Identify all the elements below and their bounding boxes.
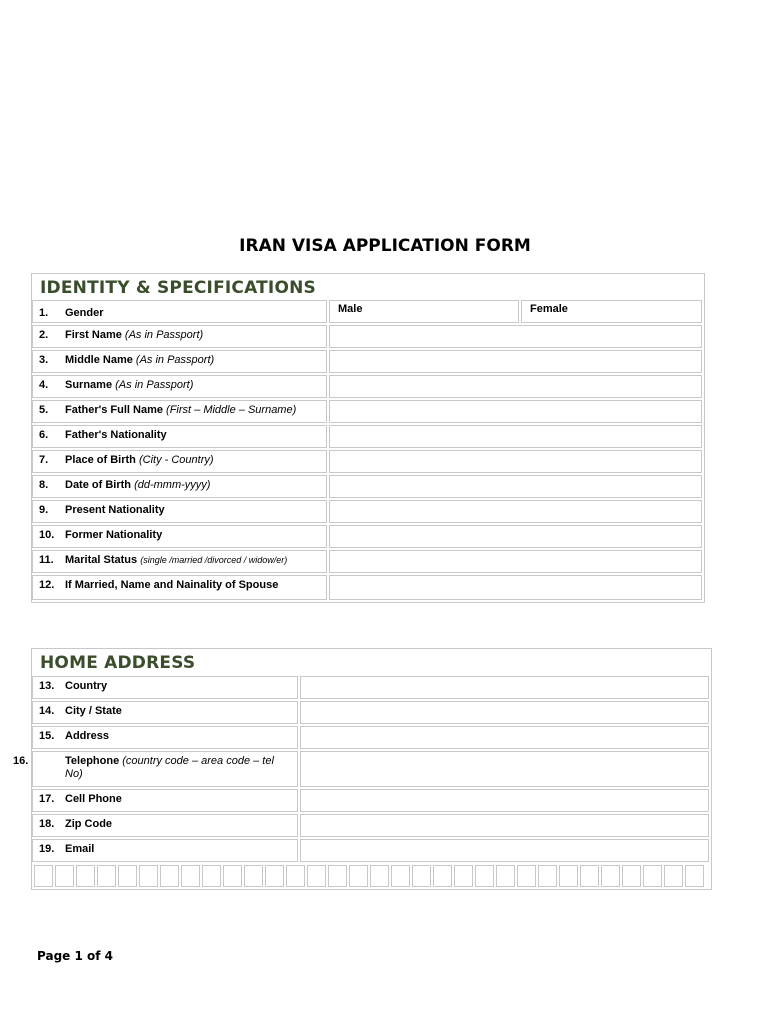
form-row-marital-status bbox=[32, 550, 702, 573]
marital-status-input[interactable] bbox=[329, 550, 702, 573]
form-row-spouse bbox=[32, 575, 702, 600]
surname-input[interactable] bbox=[329, 375, 702, 398]
field-label: 16. Telephone (country code – area code – tel No) bbox=[32, 751, 298, 787]
gender-male-option[interactable]: Male bbox=[329, 300, 519, 323]
char-box[interactable] bbox=[664, 865, 683, 887]
fathers-name-input[interactable] bbox=[329, 400, 702, 423]
char-box[interactable] bbox=[202, 865, 221, 887]
field-label: 4. Surname (As in Passport) bbox=[32, 375, 327, 398]
char-box[interactable] bbox=[517, 865, 536, 887]
char-box[interactable] bbox=[454, 865, 473, 887]
field-label: 9. Present Nationality bbox=[32, 500, 327, 523]
form-row-surname bbox=[32, 375, 702, 398]
present-nationality-input[interactable] bbox=[329, 500, 702, 523]
character-boxes bbox=[34, 865, 706, 887]
form-row-first-name bbox=[32, 325, 702, 348]
char-box[interactable] bbox=[139, 865, 158, 887]
field-label: 14. City / State bbox=[32, 701, 298, 724]
char-box[interactable] bbox=[76, 865, 95, 887]
char-box[interactable] bbox=[307, 865, 326, 887]
field-label: 15. Address bbox=[32, 726, 298, 749]
char-box[interactable] bbox=[538, 865, 557, 887]
zip-code-input[interactable] bbox=[300, 814, 709, 837]
form-row-zip-code bbox=[32, 814, 709, 837]
date-of-birth-input[interactable] bbox=[329, 475, 702, 498]
field-label: 11. Marital Status (single /married /divorced / widow/er) bbox=[32, 550, 327, 573]
char-box[interactable] bbox=[412, 865, 431, 887]
char-box[interactable] bbox=[55, 865, 74, 887]
former-nationality-input[interactable] bbox=[329, 525, 702, 548]
char-box[interactable] bbox=[622, 865, 641, 887]
telephone-input[interactable] bbox=[300, 751, 709, 787]
char-box[interactable] bbox=[559, 865, 578, 887]
char-box[interactable] bbox=[433, 865, 452, 887]
identity-heading: IDENTITY & SPECIFICATIONS bbox=[40, 278, 316, 298]
form-row-former-nationality bbox=[32, 525, 702, 548]
char-box[interactable] bbox=[34, 865, 53, 887]
field-label: 19. Email bbox=[32, 839, 298, 862]
char-box[interactable] bbox=[223, 865, 242, 887]
char-box[interactable] bbox=[286, 865, 305, 887]
field-label: 3. Middle Name (As in Passport) bbox=[32, 350, 327, 373]
char-box[interactable] bbox=[475, 865, 494, 887]
field-label: 13. Country bbox=[32, 676, 298, 699]
char-box[interactable] bbox=[97, 865, 116, 887]
form-row-place-of-birth bbox=[32, 450, 702, 473]
form-row-present-nationality bbox=[32, 500, 702, 523]
field-label: 8. Date of Birth (dd-mmm-yyyy) bbox=[32, 475, 327, 498]
first-name-input[interactable] bbox=[329, 325, 702, 348]
form-row-date-of-birth bbox=[32, 475, 702, 498]
char-box[interactable] bbox=[685, 865, 704, 887]
char-box[interactable] bbox=[181, 865, 200, 887]
field-label: 7. Place of Birth (City - Country) bbox=[32, 450, 327, 473]
form-row-middle-name bbox=[32, 350, 702, 373]
spouse-input[interactable] bbox=[329, 575, 702, 600]
field-label: 12. If Married, Name and Nainality of Spouse bbox=[32, 575, 327, 600]
form-row-telephone bbox=[13, 751, 709, 787]
char-box[interactable] bbox=[160, 865, 179, 887]
char-box[interactable] bbox=[244, 865, 263, 887]
char-box[interactable] bbox=[391, 865, 410, 887]
field-label: 2. First Name (As in Passport) bbox=[32, 325, 327, 348]
form-title: IRAN VISA APPLICATION FORM bbox=[239, 236, 531, 256]
form-row-email bbox=[32, 839, 709, 862]
char-box[interactable] bbox=[370, 865, 389, 887]
page-number: Page 1 of 4 bbox=[37, 949, 113, 963]
home-address-section bbox=[13, 648, 712, 890]
field-label: 10. Former Nationality bbox=[32, 525, 327, 548]
country-input[interactable] bbox=[300, 676, 709, 699]
home-address-heading: HOME ADDRESS bbox=[40, 653, 196, 673]
email-input[interactable] bbox=[300, 839, 709, 862]
address-input[interactable] bbox=[300, 726, 709, 749]
place-of-birth-input[interactable] bbox=[329, 450, 702, 473]
gender-female-option[interactable]: Female bbox=[521, 300, 702, 323]
form-row-city-state bbox=[32, 701, 709, 724]
char-box[interactable] bbox=[580, 865, 599, 887]
char-box[interactable] bbox=[328, 865, 347, 887]
cell-phone-input[interactable] bbox=[300, 789, 709, 812]
char-box[interactable] bbox=[496, 865, 515, 887]
form-row-fathers-name bbox=[32, 400, 702, 423]
form-row-country bbox=[32, 676, 709, 699]
char-box[interactable] bbox=[643, 865, 662, 887]
field-label: 6. Father's Nationality bbox=[32, 425, 327, 448]
identity-section bbox=[31, 273, 705, 603]
form-row-address bbox=[32, 726, 709, 749]
form-row-fathers-nationality bbox=[32, 425, 702, 448]
char-box[interactable] bbox=[349, 865, 368, 887]
char-box[interactable] bbox=[118, 865, 137, 887]
field-label: 1. Gender bbox=[32, 300, 327, 323]
city-state-input[interactable] bbox=[300, 701, 709, 724]
form-row-gender bbox=[32, 300, 702, 323]
char-box[interactable] bbox=[601, 865, 620, 887]
fathers-nationality-input[interactable] bbox=[329, 425, 702, 448]
char-box[interactable] bbox=[265, 865, 284, 887]
middle-name-input[interactable] bbox=[329, 350, 702, 373]
form-row-cell-phone bbox=[32, 789, 709, 812]
field-label: 17. Cell Phone bbox=[32, 789, 298, 812]
field-label: 18. Zip Code bbox=[32, 814, 298, 837]
field-label: 5. Father's Full Name (First – Middle – Surname) bbox=[32, 400, 327, 423]
